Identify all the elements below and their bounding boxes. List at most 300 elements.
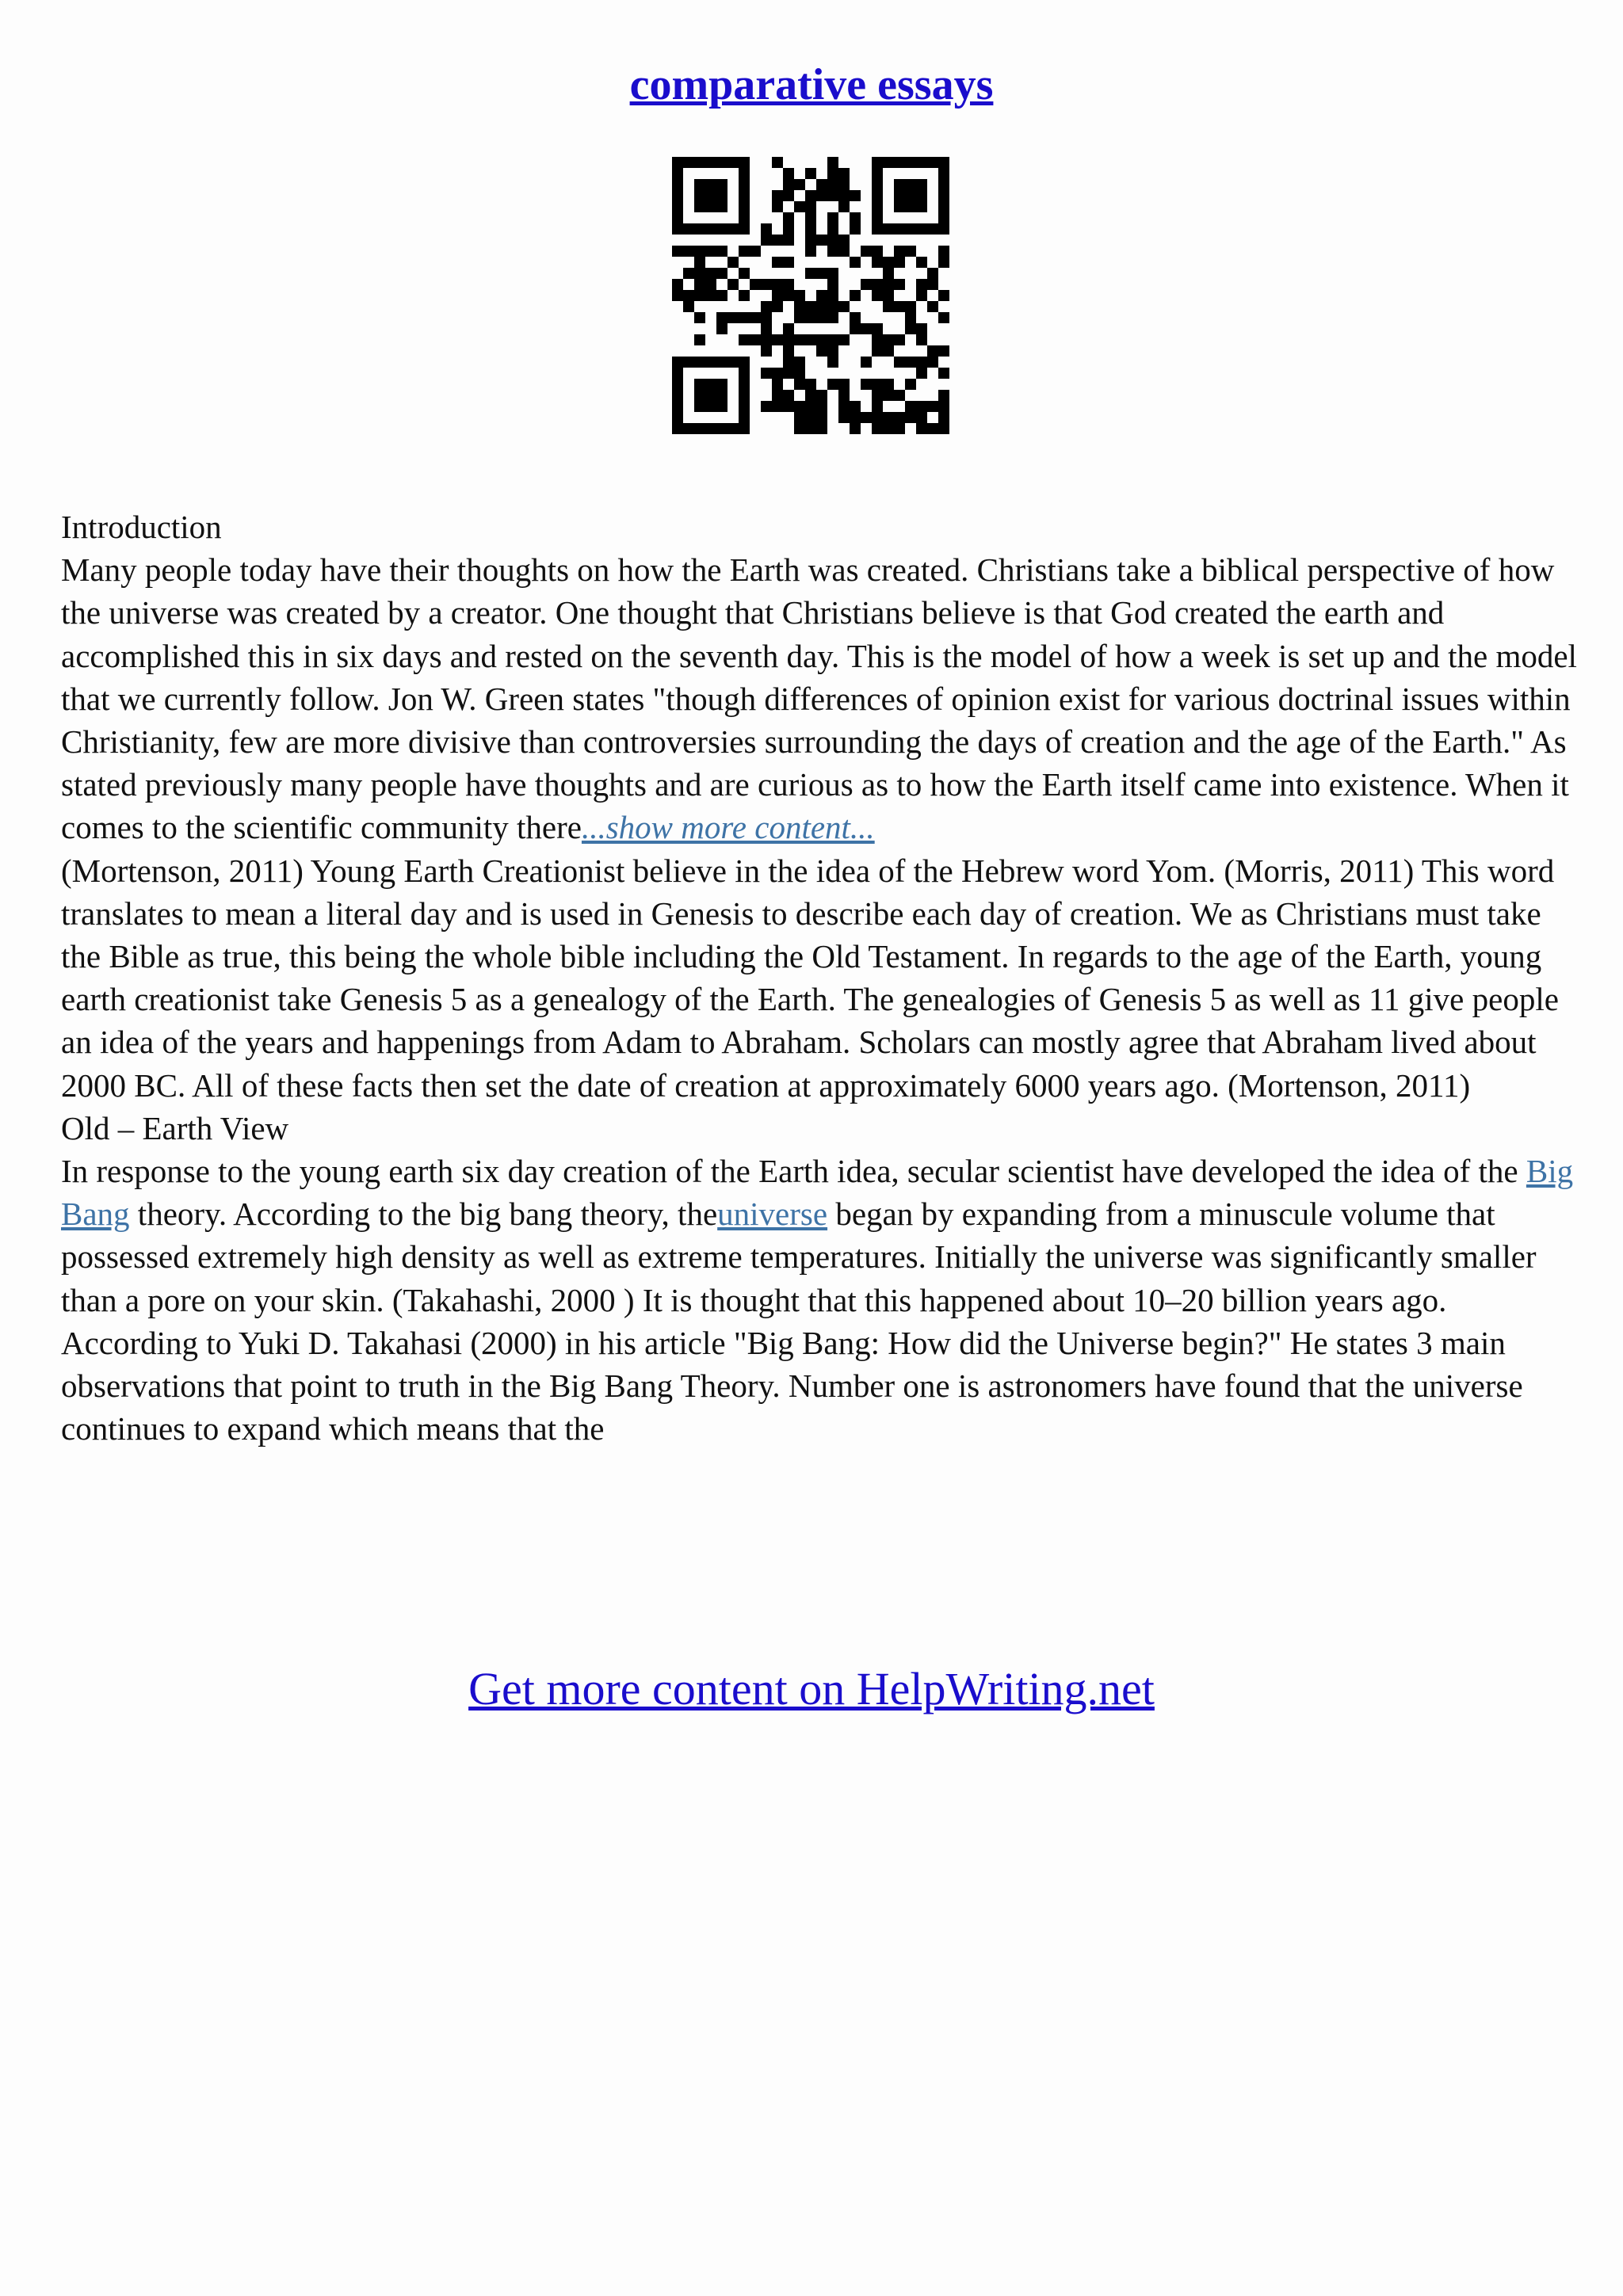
- qr-module: [905, 301, 916, 312]
- qr-module: [938, 368, 949, 379]
- qr-module: [761, 345, 772, 357]
- qr-module: [894, 157, 905, 168]
- qr-module: [672, 357, 683, 368]
- qr-module: [938, 290, 949, 301]
- qr-module: [727, 157, 739, 168]
- section-heading-introduction: Introduction: [61, 509, 222, 545]
- qr-module: [872, 401, 883, 412]
- qr-module: [850, 323, 861, 334]
- qr-module: [783, 279, 794, 290]
- section-heading-old-earth: Old – Earth View: [61, 1109, 289, 1146]
- qr-module: [761, 323, 772, 334]
- qr-module: [905, 190, 916, 201]
- qr-module: [739, 168, 750, 179]
- qr-module: [672, 168, 683, 179]
- qr-module: [727, 279, 739, 290]
- qr-module: [850, 212, 861, 223]
- qr-module: [683, 157, 694, 168]
- qr-module: [838, 401, 850, 412]
- qr-module: [827, 379, 838, 390]
- qr-module: [938, 412, 949, 423]
- qr-module: [683, 290, 694, 301]
- paragraph-young-earth: (Mortenson, 2011) Young Earth Creationist believe in the idea of the Hebrew word Yom. (Morris, 2011) This word translates to mean a literal day and is used in Genesis to describe each day of creation. We as Christians must take the Bible as true, this being the whole bible including the Old Testament. In regards to the age of the Earth, young earth creationist take Genesis 5 as a genealogy of the Earth. The genealogies of Genesis 5 as well as 11 give people an idea of the years and happenings from Adam to Abraham. Scholars can mostly agree that Abraham lived about 2000 BC. All of these facts then set the date of creation at approximately 6000 years ago. (Mortenson, 2011): [61, 852, 1559, 1104]
- qr-module: [783, 212, 794, 223]
- qr-module: [861, 246, 872, 257]
- qr-module: [716, 201, 727, 212]
- qr-module: [761, 334, 772, 345]
- qr-module: [783, 368, 794, 379]
- qr-module: [772, 290, 783, 301]
- qr-module: [805, 246, 816, 257]
- qr-module: [827, 246, 838, 257]
- qr-module: [838, 334, 850, 345]
- qr-module: [783, 345, 794, 357]
- qr-module: [872, 323, 883, 334]
- qr-module: [838, 201, 850, 212]
- qr-module: [716, 290, 727, 301]
- qr-module: [938, 312, 949, 323]
- qr-module: [883, 379, 894, 390]
- qr-module: [739, 290, 750, 301]
- qr-module: [916, 334, 927, 345]
- qr-module: [672, 423, 683, 434]
- qr-module: [772, 257, 783, 268]
- qr-module: [794, 412, 805, 423]
- qr-module: [927, 157, 938, 168]
- qr-module: [894, 423, 905, 434]
- qr-module: [672, 279, 683, 290]
- qr-module: [694, 423, 705, 434]
- qr-module: [916, 290, 927, 301]
- qr-module: [827, 312, 838, 323]
- qr-module: [927, 223, 938, 235]
- qr-module: [827, 212, 838, 223]
- article-body: [61, 505, 1583, 1450]
- paragraph-old-earth-text-c: began by expanding from a minuscule volume that possessed extremely high density as well as extreme temperatures. Initially the universe was significantly smaller than a pore on your skin. (Takahashi, 2000 ) It is thought that this happened about 10–20 billion years ago. According to Yuki D. Takahasi (2000) in his article "Big Bang: How did the Universe begin?" He states 3 main observations that point to truth in the Big Bang Theory. Number one is astronomers have found that the universe continues to expand which means that the: [61, 1196, 1537, 1447]
- qr-module: [672, 401, 683, 412]
- qr-module: [805, 379, 816, 390]
- qr-module: [883, 157, 894, 168]
- qr-module: [816, 235, 827, 246]
- qr-module: [805, 190, 816, 201]
- qr-module: [783, 257, 794, 268]
- qr-module: [705, 379, 716, 390]
- qr-module: [716, 157, 727, 168]
- qr-module: [772, 334, 783, 345]
- qr-module: [739, 379, 750, 390]
- qr-module: [894, 201, 905, 212]
- qr-module: [783, 334, 794, 345]
- qr-module: [816, 290, 827, 301]
- qr-module: [672, 412, 683, 423]
- qr-module: [716, 357, 727, 368]
- qr-module: [827, 301, 838, 312]
- qr-module: [861, 412, 872, 423]
- qr-module: [672, 190, 683, 201]
- qr-module: [938, 179, 949, 190]
- qr-module: [883, 345, 894, 357]
- qr-module: [672, 368, 683, 379]
- qr-module: [827, 345, 838, 357]
- qr-module: [905, 357, 916, 368]
- paragraph-old-earth-text-b: theory. According to the big bang theory, the: [129, 1196, 718, 1233]
- qr-module: [883, 334, 894, 345]
- qr-module: [827, 223, 838, 235]
- qr-module: [894, 179, 905, 190]
- qr-module: [905, 401, 916, 412]
- qr-module: [894, 390, 905, 401]
- qr-module: [794, 368, 805, 379]
- qr-module: [816, 268, 827, 279]
- qr-module: [872, 257, 883, 268]
- qr-module: [761, 235, 772, 246]
- qr-module: [750, 246, 761, 257]
- qr-module: [827, 235, 838, 246]
- qr-module: [916, 190, 927, 201]
- qr-module: [716, 312, 727, 323]
- qr-module: [739, 334, 750, 345]
- qr-module: [805, 212, 816, 223]
- qr-module: [850, 412, 861, 423]
- qr-module: [705, 246, 716, 257]
- qr-module: [750, 279, 761, 290]
- qr-module: [694, 401, 705, 412]
- qr-module: [872, 279, 883, 290]
- paragraph-old-earth-text-a: In response to the young earth six day creation of the Earth idea, secular scientist have developed the idea of the: [61, 1153, 1526, 1190]
- qr-module: [750, 334, 761, 345]
- qr-module: [927, 279, 938, 290]
- qr-module: [894, 301, 905, 312]
- qr-module: [872, 179, 883, 190]
- qr-module: [927, 401, 938, 412]
- qr-module: [827, 268, 838, 279]
- qr-module: [805, 401, 816, 412]
- qr-module: [816, 423, 827, 434]
- qr-module: [794, 312, 805, 323]
- qr-module: [761, 368, 772, 379]
- qr-module: [783, 168, 794, 179]
- qr-module: [927, 345, 938, 357]
- qr-module: [905, 179, 916, 190]
- qr-module: [938, 345, 949, 357]
- qr-code-icon: [672, 157, 949, 434]
- qr-module: [816, 190, 827, 201]
- qr-module: [761, 312, 772, 323]
- qr-module: [916, 368, 927, 379]
- qr-module: [838, 379, 850, 390]
- qr-module: [861, 323, 872, 334]
- qr-module: [927, 268, 938, 279]
- qr-module: [739, 357, 750, 368]
- qr-module: [705, 357, 716, 368]
- qr-module: [827, 179, 838, 190]
- qr-module: [694, 334, 705, 345]
- qr-module: [727, 223, 739, 235]
- qr-module: [694, 279, 705, 290]
- qr-module: [783, 357, 794, 368]
- qr-module: [916, 401, 927, 412]
- qr-module: [772, 190, 783, 201]
- qr-module: [872, 345, 883, 357]
- qr-module: [916, 223, 927, 235]
- paragraph-old-earth: [61, 1150, 1583, 1450]
- qr-module: [838, 190, 850, 201]
- helpwriting-link[interactable]: Get more content on HelpWriting.net: [468, 1663, 1155, 1714]
- qr-module: [872, 201, 883, 212]
- qr-module: [805, 390, 816, 401]
- qr-module: [827, 168, 838, 179]
- universe-link[interactable]: universe: [717, 1196, 828, 1233]
- qr-module: [794, 334, 805, 345]
- qr-module: [838, 168, 850, 179]
- qr-module: [861, 279, 872, 290]
- qr-module: [883, 390, 894, 401]
- qr-module: [716, 323, 727, 334]
- qr-module: [883, 257, 894, 268]
- qr-module: [772, 235, 783, 246]
- qr-module: [694, 201, 705, 212]
- qr-module: [905, 412, 916, 423]
- qr-module: [850, 223, 861, 235]
- qr-module: [938, 168, 949, 179]
- qr-module: [805, 312, 816, 323]
- qr-module: [794, 290, 805, 301]
- qr-module: [783, 390, 794, 401]
- qr-module: [705, 401, 716, 412]
- qr-module: [816, 334, 827, 345]
- qr-module: [694, 357, 705, 368]
- qr-module: [838, 301, 850, 312]
- big-bang-link[interactable]: Big Bang: [61, 1153, 1574, 1233]
- qr-module: [694, 379, 705, 390]
- qr-module: [872, 290, 883, 301]
- qr-module: [716, 379, 727, 390]
- qr-module: [772, 368, 783, 379]
- qr-module: [894, 246, 905, 257]
- qr-module: [705, 423, 716, 434]
- qr-module: [694, 268, 705, 279]
- qr-module: [761, 401, 772, 412]
- qr-module: [705, 201, 716, 212]
- qr-module: [739, 401, 750, 412]
- qr-module: [694, 157, 705, 168]
- qr-module: [850, 401, 861, 412]
- qr-module: [694, 223, 705, 235]
- qr-module: [883, 423, 894, 434]
- qr-module: [794, 401, 805, 412]
- qr-module: [739, 157, 750, 168]
- qr-module: [739, 368, 750, 379]
- qr-module: [683, 268, 694, 279]
- qr-module: [816, 390, 827, 401]
- qr-module: [694, 257, 705, 268]
- paragraph-introduction: [61, 548, 1583, 849]
- qr-module: [927, 423, 938, 434]
- qr-module: [938, 190, 949, 201]
- qr-module: [716, 268, 727, 279]
- qr-module: [727, 357, 739, 368]
- qr-module: [838, 235, 850, 246]
- qr-module: [772, 390, 783, 401]
- qr-module: [827, 334, 838, 345]
- qr-module: [916, 279, 927, 290]
- qr-module: [783, 179, 794, 190]
- qr-module: [772, 201, 783, 212]
- qr-module: [838, 390, 850, 401]
- qr-module: [739, 423, 750, 434]
- qr-module: [827, 357, 838, 368]
- footer-cta: [0, 1657, 1623, 1721]
- qr-module: [872, 212, 883, 223]
- qr-module: [705, 268, 716, 279]
- qr-module: [938, 201, 949, 212]
- qr-module: [938, 223, 949, 235]
- qr-module: [872, 412, 883, 423]
- qr-module: [783, 223, 794, 235]
- qr-module: [694, 179, 705, 190]
- qr-module: [805, 412, 816, 423]
- qr-module: [761, 223, 772, 235]
- qr-module: [672, 157, 683, 168]
- qr-module: [705, 157, 716, 168]
- qr-module: [705, 290, 716, 301]
- qr-module: [772, 301, 783, 312]
- qr-module: [938, 157, 949, 168]
- qr-module: [850, 312, 861, 323]
- qr-module: [739, 223, 750, 235]
- qr-module: [916, 257, 927, 268]
- qr-module: [716, 223, 727, 235]
- qr-module: [783, 323, 794, 334]
- qr-module: [883, 290, 894, 301]
- qr-module: [872, 334, 883, 345]
- qr-module: [905, 312, 916, 323]
- qr-module: [716, 401, 727, 412]
- qr-module: [805, 168, 816, 179]
- qr-module: [783, 401, 794, 412]
- qr-module: [805, 268, 816, 279]
- qr-module: [827, 157, 838, 168]
- qr-module: [938, 401, 949, 412]
- qr-module: [938, 390, 949, 401]
- qr-module: [872, 157, 883, 168]
- qr-module: [739, 390, 750, 401]
- qr-module: [816, 179, 827, 190]
- qr-module: [672, 179, 683, 190]
- qr-module: [916, 201, 927, 212]
- qr-module: [905, 201, 916, 212]
- title-link[interactable]: comparative essays: [629, 60, 994, 109]
- qr-module: [927, 357, 938, 368]
- qr-module: [838, 412, 850, 423]
- qr-module: [850, 257, 861, 268]
- qr-module: [694, 290, 705, 301]
- qr-module: [716, 423, 727, 434]
- qr-module: [672, 246, 683, 257]
- qr-module: [883, 301, 894, 312]
- qr-module: [716, 190, 727, 201]
- qr-module: [883, 223, 894, 235]
- qr-module: [872, 223, 883, 235]
- qr-module: [772, 401, 783, 412]
- qr-module: [761, 279, 772, 290]
- qr-module: [905, 379, 916, 390]
- qr-module: [805, 423, 816, 434]
- qr-module: [938, 212, 949, 223]
- qr-module: [905, 246, 916, 257]
- qr-module: [916, 157, 927, 168]
- qr-module: [938, 423, 949, 434]
- qr-module: [894, 190, 905, 201]
- qr-module: [816, 312, 827, 323]
- qr-module: [827, 190, 838, 201]
- qr-module: [805, 334, 816, 345]
- qr-module: [816, 345, 827, 357]
- qr-module: [805, 223, 816, 235]
- qr-module: [872, 423, 883, 434]
- qr-module: [850, 190, 861, 201]
- qr-module: [683, 301, 694, 312]
- qr-module: [894, 334, 905, 345]
- qr-module: [805, 301, 816, 312]
- qr-module: [772, 279, 783, 290]
- qr-module: [794, 301, 805, 312]
- paragraph-introduction-text: Many people today have their thoughts on how the Earth was created. Christians take a biblical perspective of how the universe was created by a creator. One thought that Christians believe is that God created the earth and accomplished this in six days and rested on the seventh day. This is the model of how a week is set up and the model that we currently follow. Jon W. Green states "though differences of opinion exist for various doctrinal issues within Christianity, few are more divisive than controversies surrounding the days of creation and the age of the Earth." As stated previously many people have thoughts and are curious as to how the Earth itself came into existence. When it comes to the scientific community there: [61, 551, 1577, 846]
- qr-module: [916, 323, 927, 334]
- qr-module: [794, 423, 805, 434]
- qr-module: [739, 190, 750, 201]
- qr-module: [805, 235, 816, 246]
- qr-module: [805, 201, 816, 212]
- qr-module: [872, 190, 883, 201]
- qr-module: [672, 379, 683, 390]
- qr-module: [872, 246, 883, 257]
- qr-module: [905, 223, 916, 235]
- qr-module: [683, 357, 694, 368]
- page-title: [0, 57, 1623, 113]
- show-more-link[interactable]: ...show more content...: [581, 809, 875, 846]
- qr-module: [827, 279, 838, 290]
- qr-module: [705, 223, 716, 235]
- qr-module: [783, 290, 794, 301]
- qr-module: [838, 246, 850, 257]
- qr-module: [705, 179, 716, 190]
- qr-module: [827, 290, 838, 301]
- qr-module: [861, 379, 872, 390]
- qr-module: [916, 412, 927, 423]
- qr-module: [772, 157, 783, 168]
- qr-module: [772, 379, 783, 390]
- qr-module: [905, 323, 916, 334]
- qr-module: [905, 157, 916, 168]
- qr-module: [850, 423, 861, 434]
- qr-module: [716, 246, 727, 257]
- qr-module: [894, 257, 905, 268]
- qr-module: [683, 223, 694, 235]
- qr-module: [672, 390, 683, 401]
- qr-module: [739, 179, 750, 190]
- qr-module: [916, 357, 927, 368]
- qr-module: [794, 179, 805, 190]
- qr-module: [872, 390, 883, 401]
- qr-module: [739, 246, 750, 257]
- qr-module: [739, 312, 750, 323]
- qr-module: [705, 279, 716, 290]
- qr-module: [694, 390, 705, 401]
- qr-module: [672, 290, 683, 301]
- qr-module: [672, 223, 683, 235]
- qr-module: [894, 357, 905, 368]
